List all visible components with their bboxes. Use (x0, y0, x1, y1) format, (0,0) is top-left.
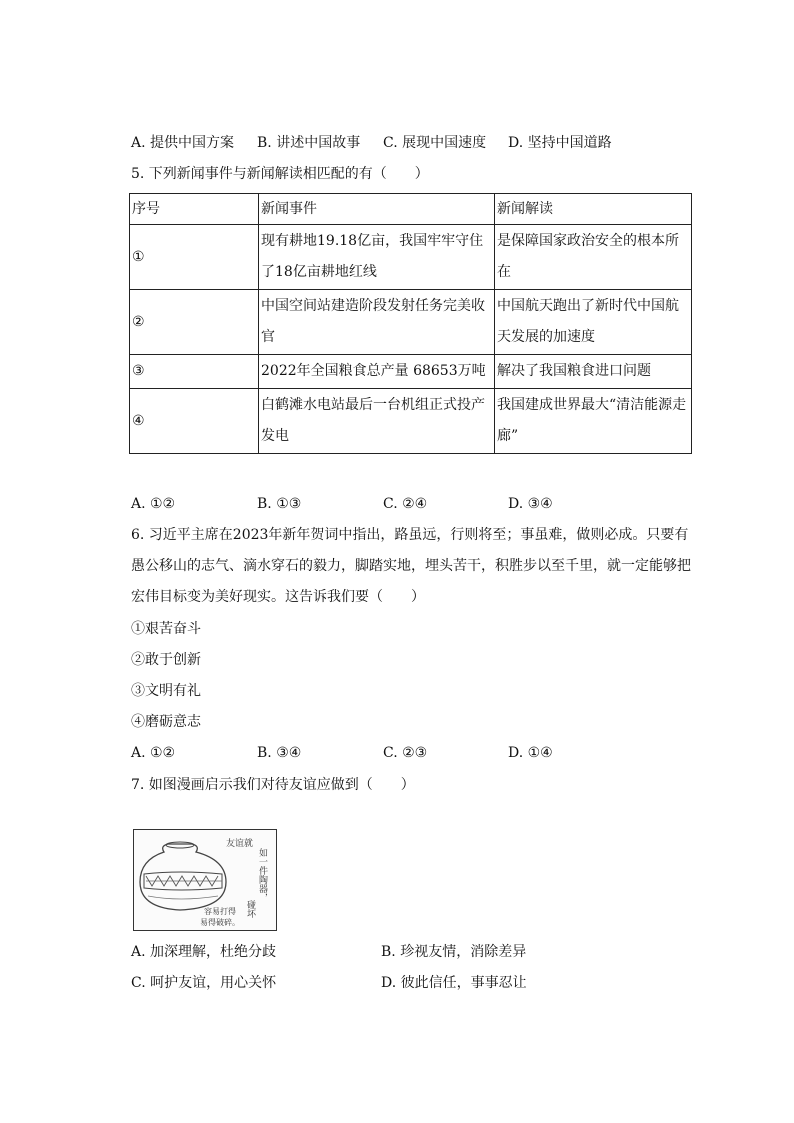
q4-option-c[interactable]: C. 展现中国速度 (383, 135, 487, 151)
q4-option-a[interactable]: A. 提供中国方案 (131, 135, 235, 151)
cartoon-caption-side: 如一件陶器， (257, 848, 267, 902)
row-no: ② (130, 290, 259, 355)
q6-item-3: ③文明有礼 (131, 683, 201, 699)
row-reading: 解决了我国粮食进口问题 (495, 355, 692, 389)
row-reading: 中国航天跑出了新时代中国航天发展的加速度 (495, 290, 692, 355)
q7-option-b[interactable]: B. 珍视友情，消除差异 (381, 944, 527, 960)
q5-option-c[interactable]: C. ②④ (383, 496, 428, 512)
q6-option-b[interactable]: B. ③④ (257, 745, 302, 761)
q6-item-2: ②敢于创新 (131, 652, 201, 668)
news-table (129, 193, 692, 454)
q6-stem-line-1: 6. 习近平主席在2023年新年贺词中指出，路虽远，行则将至；事虽难，做则必成。只要有 (131, 527, 689, 543)
q5-stem: 5. 下列新闻事件与新闻解读相匹配的有（ ） (131, 166, 429, 182)
q7-stem: 7. 如图漫画启示我们对待友谊应做到（ ） (131, 777, 415, 793)
q5-option-a[interactable]: A. ①② (131, 496, 176, 512)
pottery-jar-drawing (134, 830, 276, 930)
q6-item-4: ④磨砺意志 (131, 714, 201, 730)
row-no: ③ (130, 355, 259, 389)
table-row (130, 290, 692, 355)
row-event: 白鹤滩水电站最后一台机组正式投产发电 (259, 389, 495, 454)
row-reading: 我国建成世界最大“清洁能源走廊” (495, 389, 692, 454)
row-event: 中国空间站建造阶段发射任务完美收官 (259, 290, 495, 355)
q4-option-b[interactable]: B. 讲述中国故事 (257, 135, 361, 151)
q7-option-a[interactable]: A. 加深理解，杜绝分歧 (131, 944, 277, 960)
cartoon-caption-top: 友谊就 (226, 839, 254, 849)
q7-option-c[interactable]: C. 呵护友谊，用心关怀 (131, 975, 277, 991)
friendship-cartoon (133, 829, 277, 931)
cartoon-caption-side2: 碰坏 (245, 900, 255, 918)
q5-option-b[interactable]: B. ①③ (257, 496, 302, 512)
row-reading: 是保障国家政治安全的根本所在 (495, 225, 692, 290)
header-no: 序号 (130, 194, 259, 225)
q6-option-a[interactable]: A. ①② (131, 745, 176, 761)
table-row (130, 355, 692, 389)
row-event: 现有耕地19.18亿亩，我国牢牢守住了18亿亩耕地红线 (259, 225, 495, 290)
header-reading: 新闻解读 (495, 194, 692, 225)
q5-option-d[interactable]: D. ③④ (508, 496, 553, 512)
q4-option-d[interactable]: D. 坚持中国道路 (508, 135, 612, 151)
q6-item-1: ①艰苦奋斗 (131, 621, 201, 637)
q7-option-d[interactable]: D. 彼此信任，事事忍让 (381, 975, 527, 991)
table-header-row (130, 194, 692, 225)
row-event: 2022年全国粮食总产量 68653万吨 (259, 355, 495, 389)
q6-stem-line-2: 愚公移山的志气、滴水穿石的毅力，脚踏实地，埋头苦干，积胜步以至千里，就一定能够把 (131, 558, 691, 574)
q6-option-c[interactable]: C. ②③ (383, 745, 428, 761)
table-row (130, 389, 692, 454)
table-row (130, 225, 692, 290)
header-event: 新闻事件 (259, 194, 495, 225)
row-no: ④ (130, 389, 259, 454)
cartoon-caption-bottom-1: 容易打得 (204, 907, 236, 916)
row-no: ① (130, 225, 259, 290)
q6-option-d[interactable]: D. ①④ (508, 745, 553, 761)
q6-stem-line-3: 宏伟目标变为美好现实。这告诉我们要（ ） (131, 589, 425, 605)
cartoon-caption-bottom-2: 易得破碎。 (200, 918, 240, 927)
